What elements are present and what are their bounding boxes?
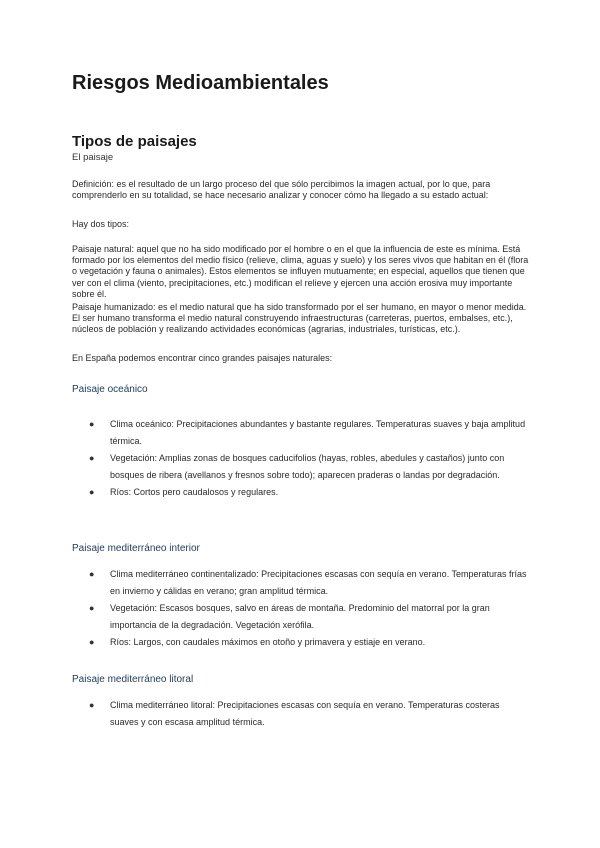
section-subtitle: El paisaje: [72, 152, 114, 163]
heading-oceanic: Paisaje oceánico: [72, 384, 148, 395]
list-item: [72, 634, 528, 651]
list-item: [72, 600, 528, 633]
list-item: [72, 697, 528, 730]
mediterranean-coastal-list: [72, 697, 528, 731]
list-item-text: Ríos: Cortos pero caudalosos y regulares.: [110, 487, 279, 497]
spain-landscapes-intro: En España podemos encontrar cinco grandes paisajes naturales:: [72, 353, 333, 363]
list-item: [72, 450, 528, 483]
oceanic-list: [72, 416, 528, 502]
list-item: [72, 416, 528, 449]
list-item-text: Vegetación: Amplias zonas de bosques caducifolios (hayas, robles, abedules y castaños) junto con bosques de ribera (avellanos y fresnos sobre todo); aparecen praderas o landas por degradación.: [110, 453, 505, 480]
heading-mediterranean-interior: Paisaje mediterráneo interior: [72, 543, 200, 554]
list-item-text: Ríos: Largos, con caudales máximos en otoño y primavera y estiaje en verano.: [110, 637, 426, 647]
list-item: [72, 484, 528, 501]
list-item-text: Vegetación: Escasos bosques, salvo en áreas de montaña. Predominio del matorral por la gran importancia de la degradación. Vegetación xerófila.: [110, 603, 490, 630]
bullet-icon: ●: [89, 603, 95, 613]
mediterranean-interior-list: [72, 566, 528, 652]
document-title: Riesgos Medioambientales: [72, 72, 329, 94]
heading-mediterranean-coastal: Paisaje mediterráneo litoral: [72, 674, 194, 685]
bullet-icon: ●: [89, 419, 95, 429]
types-intro: Hay dos tipos:: [72, 219, 130, 229]
list-item-text: Clima oceánico: Precipitaciones abundantes y bastante regulares. Temperaturas suaves y baja amplitud térmica.: [110, 419, 526, 446]
bullet-icon: ●: [89, 700, 95, 710]
bullet-icon: ●: [89, 453, 95, 463]
bullet-icon: ●: [89, 637, 95, 647]
natural-landscape-paragraph: Paisaje natural: aquel que no ha sido modificado por el hombre o en el que la influencia de este es mínima. Está formado por los elementos del medio físico (relieve, clima, aguas y suelo) y los seres vivos que habitan en él (flora o vegetación y fauna o animales). Estos elementos se influyen mutuamente; en especial, aquellos que tienen que ver con el clima (viento, precipitaciones, etc.) modifican el relieve y ejercen una acción erosiva muy importante sobre él.: [72, 244, 529, 299]
definition-paragraph: Definición: es el resultado de un largo proceso del que sólo percibimos la imagen actual, por lo que, para comprenderlo en su totalidad, se hace necesario analizar y conocer cómo ha llegado a su estado actual:: [72, 179, 491, 201]
bullet-icon: ●: [89, 487, 95, 497]
list-item-text: Clima mediterráneo continentalizado: Precipitaciones escasas con sequía en verano. Temperaturas frías en invierno y cálidas en verano; gran amplitud térmica.: [110, 569, 527, 596]
section-title: Tipos de paisajes: [72, 133, 197, 150]
list-item: [72, 566, 528, 599]
bullet-icon: ●: [89, 569, 95, 579]
humanized-landscape-paragraph: Paisaje humanizado: es el medio natural que ha sido transformado por el ser humano, en mayor o menor medida. El ser humano transforma el medio natural construyendo infraestructuras (carreteras, puertos, embalses, etc.), núcleos de población y realizando actividades económicas (agrarias, industriales, turísticas, etc.).: [72, 302, 527, 335]
list-item-text: Clima mediterráneo litoral: Precipitaciones escasas con sequía en verano. Temperaturas costeras suaves y con escasa amplitud térmica.: [110, 700, 500, 727]
